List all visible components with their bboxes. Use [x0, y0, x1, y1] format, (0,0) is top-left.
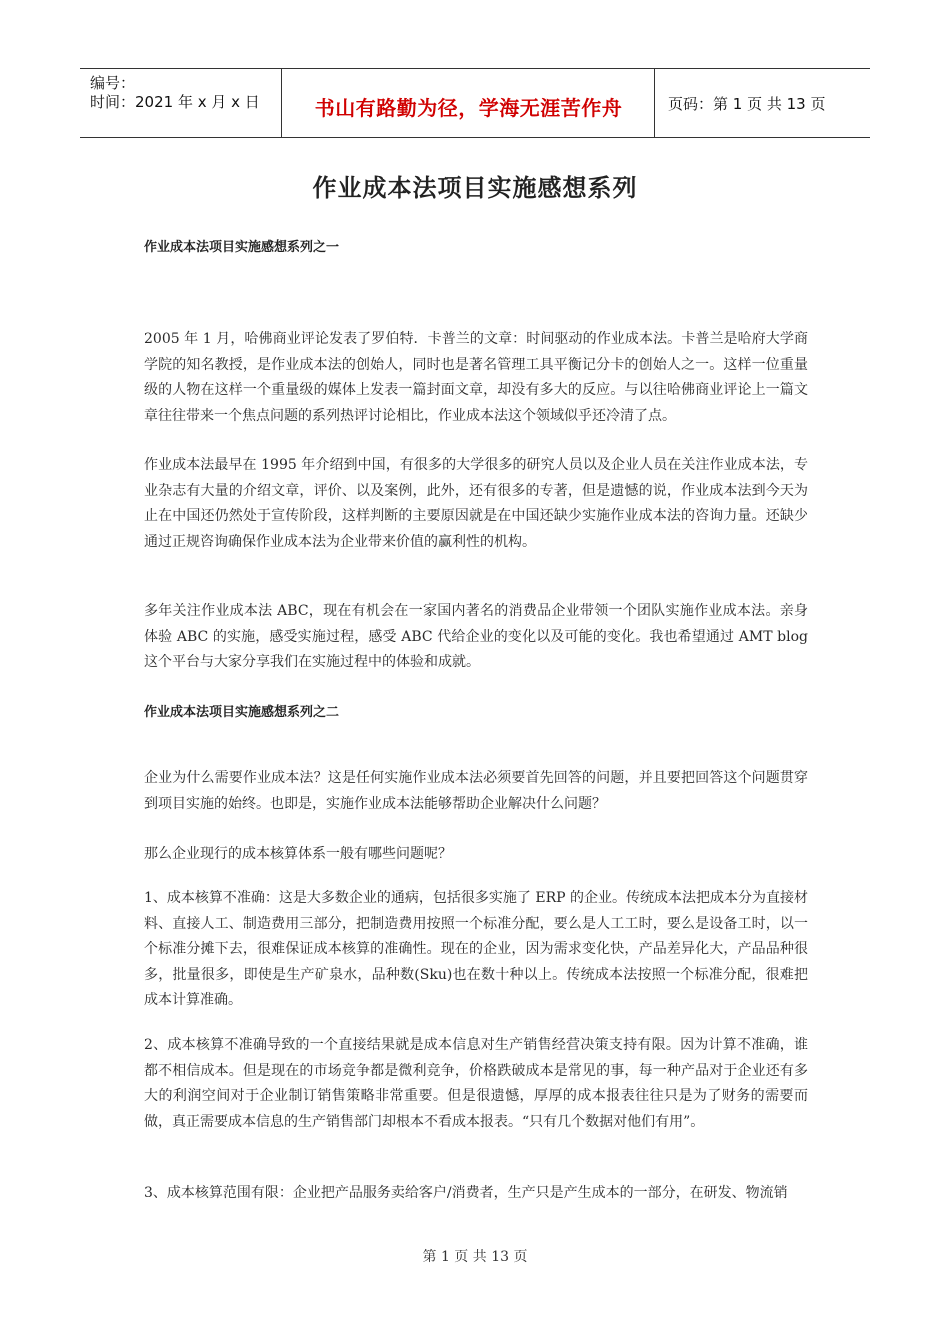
paragraph: 多年关注作业成本法 ABC，现在有机会在一家国内著名的消费品企业带领一个团队实施作业成本法。亲身体验 ABC 的实施，感受实施过程，感受 ABC 代给企业的变化以及可能的变化。我也希望通过 AMT blog 这个平台与大家分享我们在实施过程中的体验和成就。 — [144, 603, 808, 670]
header-motto-cell — [283, 69, 655, 137]
paragraph: 作业成本法最早在 1995 年介绍到中国，有很多的大学很多的研究人员以及企业人员在关注作业成本法，专业杂志有大量的介绍文章，评价、以及案例，此外，还有很多的专著，但是遗憾的说，作业成本法到今天为止在中国还仍然处于宣传阶段，这样判断的主要原因就是在中国还缺少实施作业成本法的咨询力量。还缺少通过正规咨询确保作业成本法为企业带来价值的赢利性的机构。 — [144, 457, 808, 550]
number-label: 编号： — [90, 74, 136, 92]
section-two-heading: 作业成本法项目实施感想系列之二 — [144, 705, 340, 720]
paragraph: 2005 年 1 月，哈佛商业评论发表了罗伯特．卡普兰的文章：时间驱动的作业成本法。卡普兰是哈府大学商学院的知名教授，是作业成本法的创始人，同时也是著名管理工具平衡记分卡的创始人之一。这样一位重量级的人物在这样一个重量级的媒体上发表一篇封面文章，却没有多大的反应。与以往哈佛商业评论上一篇文章往往带来一个焦点问题的系列热评讨论相比，作业成本法这个领域似乎还冷清了点。 — [144, 331, 808, 424]
header-page-cell — [656, 69, 870, 137]
paragraph: 那么企业现行的成本核算体系一般有哪些问题呢？ — [144, 846, 452, 862]
document-header — [80, 68, 870, 138]
document-title: 作业成本法项目实施感想系列 — [312, 174, 638, 202]
motto-text: 书山有路勤为径，学海无涯苦作舟 — [314, 96, 623, 120]
paragraph: 2、成本核算不准确导致的一个直接结果就是成本信息对生产销售经营决策支持有限。因为计算不准确，谁都不相信成本。但是现在的市场竞争都是微利竞争，价格跌破成本是常见的事，每一种产品对于企业还有多大的利润空间对于企业制订销售策略非常重要。但是很遗憾，厚厚的成本报表往往只是为了财务的需要而做，真正需要成本信息的生产销售部门却根本不看成本报表。“只有几个数据对他们有用”。 — [144, 1037, 808, 1130]
page-code: 页码：第 1 页 共 13 页 — [668, 95, 826, 113]
paragraph: 3、成本核算范围有限：企业把产品服务卖给客户/消费者，生产只是产生成本的一部分，在研发、物流销 — [144, 1185, 788, 1201]
section-one-heading: 作业成本法项目实施感想系列之一 — [144, 240, 340, 255]
time-label: 时间：2021 年 x 月 x 日 — [90, 93, 260, 111]
paragraph: 1、成本核算不准确：这是大多数企业的通病，包括很多实施了 ERP 的企业。传统成本法把成本分为直接材料、直接人工、制造费用三部分，把制造费用按照一个标准分配，要么是人工工时，要么是设备工时，以一个标准分摊下去，很难保证成本核算的准确性。现在的企业，因为需求变化快，产品差异化大，产品品种很多，批量很多，即使是生产矿泉水，品种数(Sku)也在数十种以上。传统成本法按照一个标准分配，很难把成本计算准确。 — [144, 890, 808, 1008]
page-footer: 第 1 页 共 13 页 — [422, 1249, 528, 1265]
header-left-cell — [80, 69, 282, 137]
paragraph: 企业为什么需要作业成本法？这是任何实施作业成本法必须要首先回答的问题，并且要把回答这个问题贯穿到项目实施的始终。也即是，实施作业成本法能够帮助企业解决什么问题？ — [144, 770, 808, 812]
